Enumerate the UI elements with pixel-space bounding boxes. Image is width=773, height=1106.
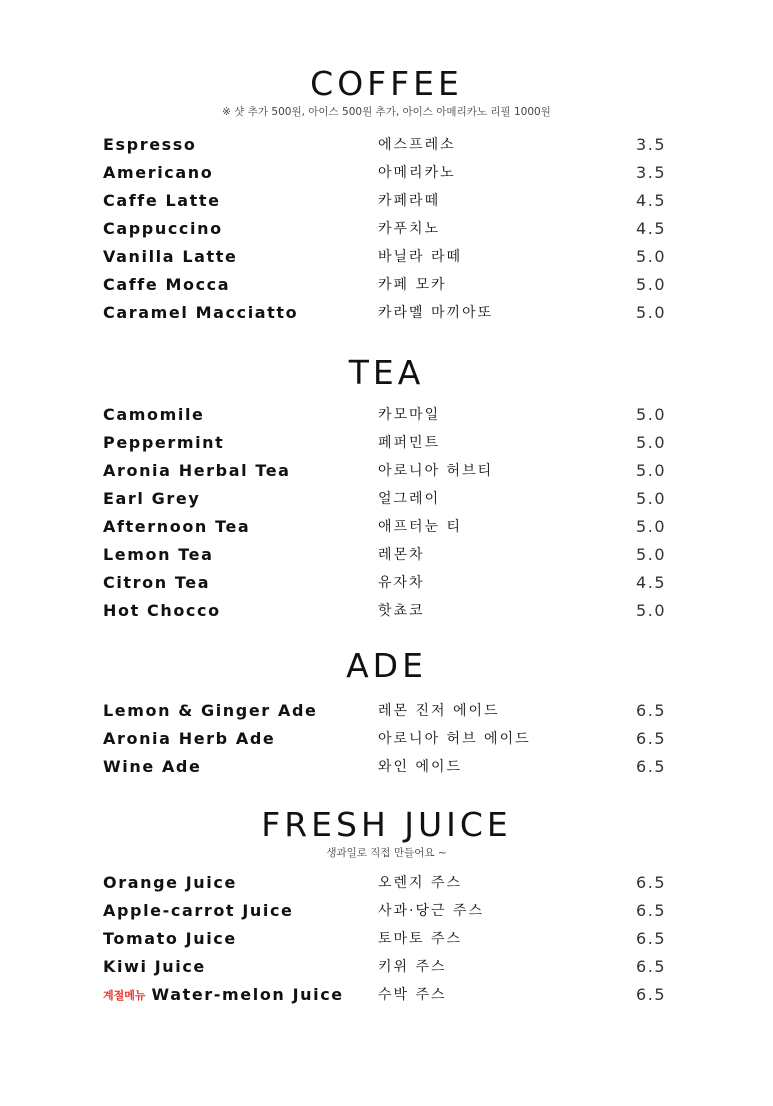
item-price: 5.0 bbox=[636, 489, 666, 508]
menu-item-cappuccino bbox=[0, 215, 773, 243]
ade-section bbox=[0, 646, 773, 686]
item-name-en: Earl Grey bbox=[103, 489, 201, 508]
item-price: 6.5 bbox=[636, 985, 666, 1004]
item-name-ko: 에스프레소 bbox=[378, 137, 456, 153]
item-name-ko: 바닐라 라떼 bbox=[378, 249, 463, 265]
ade-title: ADE bbox=[346, 646, 427, 685]
item-name-ko: 아메리카노 bbox=[378, 165, 456, 181]
item-price: 4.5 bbox=[636, 573, 666, 592]
item-price: 5.0 bbox=[636, 601, 666, 620]
item-name-en: Afternoon Tea bbox=[103, 517, 251, 536]
ade-list bbox=[0, 697, 773, 781]
tea-list bbox=[0, 401, 773, 625]
item-price: 6.5 bbox=[636, 757, 666, 776]
item-price: 6.5 bbox=[636, 701, 666, 720]
item-name-en: Camomile bbox=[103, 405, 205, 424]
menu-item-caffe-mocca bbox=[0, 271, 773, 299]
item-price: 5.0 bbox=[636, 517, 666, 536]
menu-item-americano bbox=[0, 159, 773, 187]
item-name-en: Kiwi Juice bbox=[103, 957, 206, 976]
item-price: 5.0 bbox=[636, 545, 666, 564]
item-name-en: Caffe Mocca bbox=[103, 275, 231, 294]
item-name-ko: 아로니아 허브 에이드 bbox=[378, 731, 531, 747]
item-price: 5.0 bbox=[636, 433, 666, 452]
item-name-ko: 카라멜 마끼아또 bbox=[378, 305, 494, 321]
menu-item-caffe-latte bbox=[0, 187, 773, 215]
item-name-ko: 카페라떼 bbox=[378, 193, 441, 209]
item-name-en: Tomato Juice bbox=[103, 929, 237, 948]
item-name-ko: 와인 에이드 bbox=[378, 759, 463, 775]
item-price: 6.5 bbox=[636, 957, 666, 976]
menu-item-aronia-herbal-tea bbox=[0, 457, 773, 485]
item-name-ko: 사과·당근 주스 bbox=[378, 903, 485, 919]
item-price: 5.0 bbox=[636, 275, 666, 294]
item-price: 4.5 bbox=[636, 219, 666, 238]
item-price: 5.0 bbox=[636, 461, 666, 480]
item-name-ko: 수박 주스 bbox=[378, 987, 447, 1003]
seasonal-menu-badge: 계절메뉴 bbox=[103, 989, 146, 1002]
item-name-en: Cappuccino bbox=[103, 219, 223, 238]
item-name-en: Citron Tea bbox=[103, 573, 211, 592]
item-name-ko: 키위 주스 bbox=[378, 959, 447, 975]
menu-item-camomile bbox=[0, 401, 773, 429]
item-name-en: Aronia Herb Ade bbox=[103, 729, 276, 748]
item-name-en: Caffe Latte bbox=[103, 191, 221, 210]
item-name-en-with-badge bbox=[103, 981, 344, 1010]
item-name-en: Americano bbox=[103, 163, 214, 182]
menu-item-orange-juice bbox=[0, 869, 773, 897]
item-price: 3.5 bbox=[636, 135, 666, 154]
item-name-ko: 카페 모카 bbox=[378, 277, 447, 293]
menu-item-tomato-juice bbox=[0, 925, 773, 953]
item-price: 6.5 bbox=[636, 901, 666, 920]
menu-item-espresso bbox=[0, 131, 773, 159]
menu-item-aronia-herb-ade bbox=[0, 725, 773, 753]
item-name-ko: 아로니아 허브티 bbox=[378, 463, 494, 479]
item-name-ko: 토마토 주스 bbox=[378, 931, 463, 947]
item-name-en: Aronia Herbal Tea bbox=[103, 461, 291, 480]
menu-item-afternoon-tea bbox=[0, 513, 773, 541]
item-name-ko: 유자차 bbox=[378, 575, 425, 591]
item-name-en: Peppermint bbox=[103, 433, 225, 452]
menu-item-apple-carrot-juice bbox=[0, 897, 773, 925]
item-name-ko: 얼그레이 bbox=[378, 491, 441, 507]
juice-title: FRESH JUICE bbox=[261, 805, 512, 844]
coffee-section bbox=[0, 64, 773, 119]
item-name-ko: 핫쵸코 bbox=[378, 603, 425, 619]
item-name-en: Espresso bbox=[103, 135, 197, 154]
juice-note: 생과일로 직접 만들어요 ~ bbox=[326, 847, 447, 859]
menu-item-caramel-macciatto bbox=[0, 299, 773, 327]
juice-section bbox=[0, 805, 773, 860]
item-name-en: Lemon Tea bbox=[103, 545, 214, 564]
menu-item-water-melon-juice bbox=[0, 981, 773, 1009]
item-name-ko: 레몬차 bbox=[378, 547, 425, 563]
tea-title: TEA bbox=[348, 353, 425, 392]
menu-item-hot-chocco bbox=[0, 597, 773, 625]
item-name-ko: 애프터눈 티 bbox=[378, 519, 463, 535]
tea-section bbox=[0, 353, 773, 393]
item-price: 4.5 bbox=[636, 191, 666, 210]
item-name-ko: 카모마일 bbox=[378, 407, 441, 423]
coffee-title: COFFEE bbox=[310, 64, 463, 103]
item-name-en: Vanilla Latte bbox=[103, 247, 238, 266]
item-price: 5.0 bbox=[636, 303, 666, 322]
menu-item-wine-ade bbox=[0, 753, 773, 781]
item-name-en: Caramel Macciatto bbox=[103, 303, 299, 322]
coffee-note: ※ 샷 추가 500원, 아이스 500원 추가, 아이스 아메리카노 리필 1000원 bbox=[222, 106, 551, 118]
juice-list bbox=[0, 869, 773, 1009]
item-name-ko: 페퍼민트 bbox=[378, 435, 441, 451]
menu-item-lemon-ginger-ade bbox=[0, 697, 773, 725]
item-price: 5.0 bbox=[636, 247, 666, 266]
item-name-en: Wine Ade bbox=[103, 757, 202, 776]
menu-item-kiwi-juice bbox=[0, 953, 773, 981]
menu-item-citron-tea bbox=[0, 569, 773, 597]
item-name-en: Apple-carrot Juice bbox=[103, 901, 294, 920]
menu-item-peppermint bbox=[0, 429, 773, 457]
menu-item-earl-grey bbox=[0, 485, 773, 513]
item-price: 6.5 bbox=[636, 873, 666, 892]
item-name-ko: 카푸치노 bbox=[378, 221, 441, 237]
item-price: 6.5 bbox=[636, 929, 666, 948]
item-name-en: Water-melon Juice bbox=[151, 985, 344, 1004]
coffee-list bbox=[0, 131, 773, 327]
item-name-en: Lemon & Ginger Ade bbox=[103, 701, 318, 720]
item-name-ko: 레몬 진저 에이드 bbox=[378, 703, 500, 719]
item-price: 3.5 bbox=[636, 163, 666, 182]
menu-item-lemon-tea bbox=[0, 541, 773, 569]
item-name-ko: 오렌지 주스 bbox=[378, 875, 463, 891]
menu-item-vanilla-latte bbox=[0, 243, 773, 271]
item-price: 6.5 bbox=[636, 729, 666, 748]
item-name-en: Orange Juice bbox=[103, 873, 237, 892]
item-price: 5.0 bbox=[636, 405, 666, 424]
item-name-en: Hot Chocco bbox=[103, 601, 221, 620]
